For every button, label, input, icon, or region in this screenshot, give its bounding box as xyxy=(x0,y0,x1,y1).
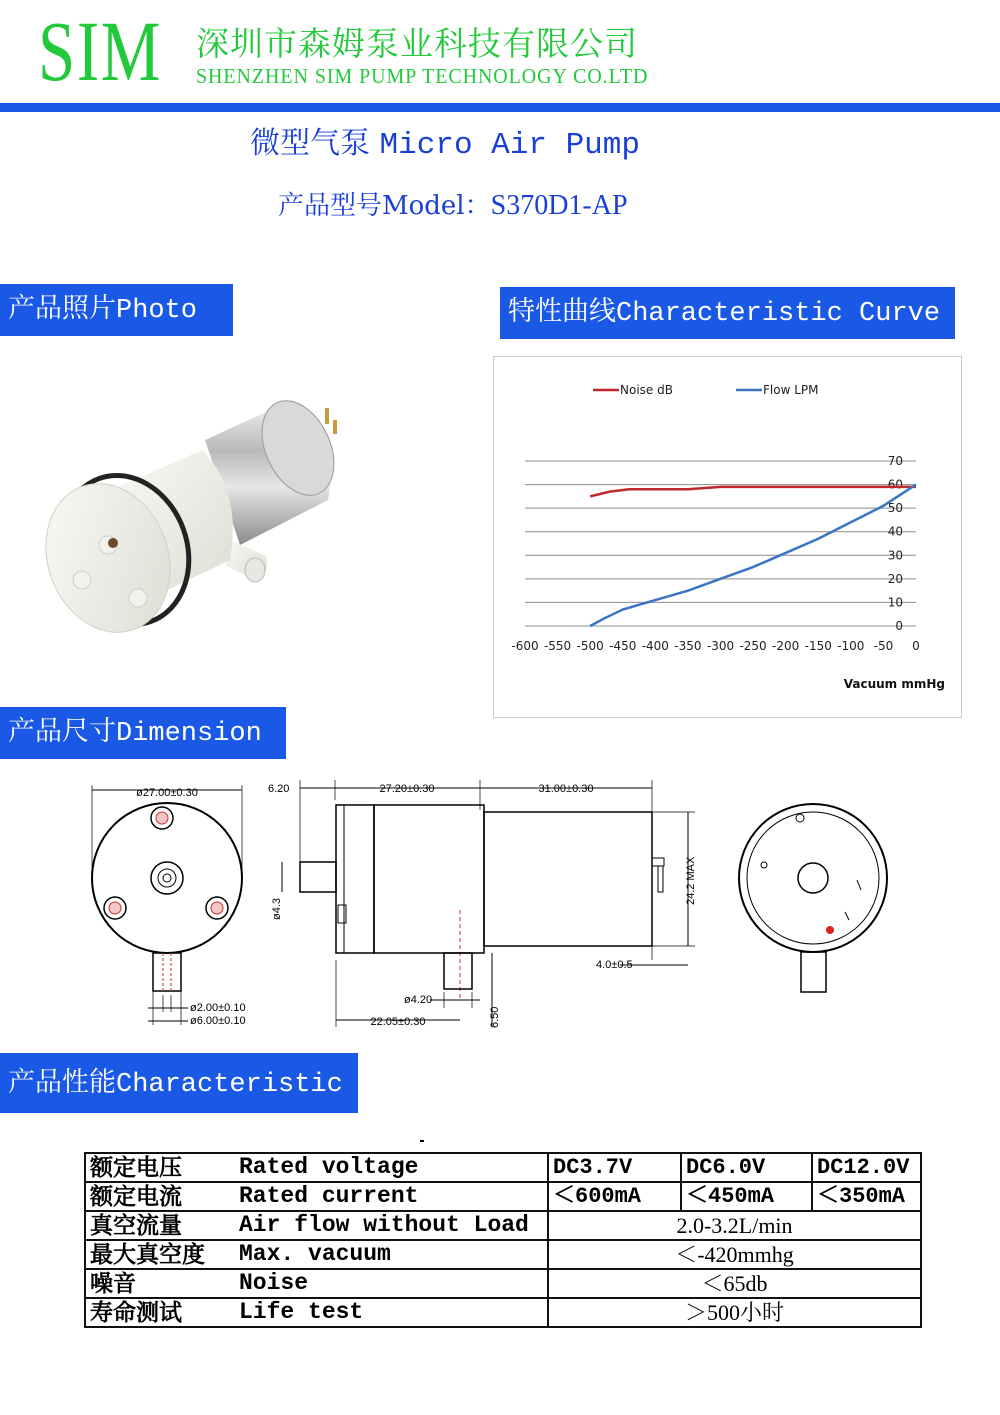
y-tick-label: 70 xyxy=(887,454,903,468)
dimension-drawing xyxy=(60,770,960,1040)
spec-value: ＜-420mmhg xyxy=(548,1240,921,1269)
spec-label-cn: 寿命测试 xyxy=(85,1298,235,1327)
spec-table xyxy=(84,1152,922,1328)
spec-value: 2.0-3.2L/min xyxy=(548,1211,921,1240)
spec-label-cn: 最大真空度 xyxy=(85,1240,235,1269)
rear-view xyxy=(739,804,887,992)
y-tick-label: 20 xyxy=(887,571,903,586)
dim-nozzle-inner: ø2.00±0.10 xyxy=(190,1002,246,1014)
x-tick-label: -100 xyxy=(837,639,865,653)
dim-shaft-length: 6.20 xyxy=(268,783,290,795)
spec-value: ＜600mA xyxy=(548,1182,681,1211)
model-label: 产品型号Model： xyxy=(278,191,491,221)
spec-value: ＜450mA xyxy=(681,1182,812,1211)
spec-label-en: Noise xyxy=(235,1269,548,1298)
section-curve-en: Characteristic Curve xyxy=(616,299,941,329)
spec-label-cn: 噪音 xyxy=(85,1269,235,1298)
spec-label-en: Rated current xyxy=(235,1182,548,1211)
dim-motor-length: 31.00±0.30 xyxy=(538,783,594,795)
x-tick-label: -500 xyxy=(576,639,604,653)
x-tick-label: 0 xyxy=(912,639,920,653)
table-row xyxy=(85,1269,921,1298)
x-tick-label: -200 xyxy=(772,639,800,653)
y-tick-label: 50 xyxy=(887,501,903,516)
spec-label-en: Max. vacuum xyxy=(235,1240,548,1269)
x-tick-label: -450 xyxy=(609,639,637,653)
spec-value: DC6.0V xyxy=(681,1153,812,1182)
section-photo-header xyxy=(0,284,233,336)
section-characteristic-en: Characteristic xyxy=(116,1070,343,1100)
model-line xyxy=(278,188,628,224)
product-title-cn: 微型气泵 xyxy=(250,126,370,161)
x-tick-label: -550 xyxy=(543,639,572,653)
dim-outlet-position: 22.05±0.30 xyxy=(370,1016,426,1028)
chart-y-ticks xyxy=(888,454,903,633)
y-tick-label: 10 xyxy=(887,595,903,610)
table-row xyxy=(85,1211,921,1240)
x-tick-label: -50 xyxy=(873,639,894,653)
dim-max-height: 24.2 MAX xyxy=(685,856,697,905)
dim-front-diameter: ø27.00±0.30 xyxy=(136,787,198,799)
x-tick-label: -300 xyxy=(706,639,735,653)
section-curve-header xyxy=(500,287,955,339)
chart-legend xyxy=(593,383,818,397)
spec-value: ＜65db xyxy=(548,1269,921,1298)
spec-value: DC3.7V xyxy=(548,1153,681,1182)
y-tick-label: 0 xyxy=(895,619,903,633)
section-characteristic-header xyxy=(0,1053,358,1113)
dim-terminal: 4.0±0.5 xyxy=(596,959,633,971)
section-characteristic-cn: 产品性能 xyxy=(8,1067,116,1098)
section-dimension-header xyxy=(0,707,286,759)
section-dimension-cn: 产品尺寸 xyxy=(8,716,116,747)
y-tick-label: 30 xyxy=(887,548,903,563)
spec-label-en: Air flow without Load xyxy=(235,1211,548,1240)
dim-outlet-diameter: ø4.20 xyxy=(404,994,433,1006)
characteristic-chart xyxy=(493,356,962,718)
product-title-en: Micro Air Pump xyxy=(379,128,640,163)
table-row xyxy=(85,1182,921,1211)
company-name-en: SHENZHEN SIM PUMP TECHNOLOGY CO.LTD xyxy=(196,64,649,88)
y-tick-label: 40 xyxy=(887,524,903,539)
table-row xyxy=(85,1240,921,1269)
series-line-0 xyxy=(590,487,916,496)
x-tick-label: -150 xyxy=(804,639,832,653)
spec-label-en: Life test xyxy=(235,1298,548,1327)
table-row xyxy=(85,1298,921,1327)
product-title xyxy=(250,124,640,166)
legend-label: Flow LPM xyxy=(763,383,819,397)
dim-nozzle-outer: ø6.00±0.10 xyxy=(190,1015,246,1027)
legend-label: Noise dB xyxy=(620,383,673,397)
chart-x-axis-label: Vacuum mmHg xyxy=(843,677,945,691)
dim-shaft-diameter: ø4.3 xyxy=(271,897,283,920)
company-logo: SIM xyxy=(38,3,162,99)
section-photo-cn: 产品照片 xyxy=(8,293,116,324)
table-row xyxy=(85,1153,921,1182)
x-tick-label: -400 xyxy=(641,639,669,653)
section-dimension-en: Dimension xyxy=(116,719,262,749)
section-curve-cn: 特性曲线 xyxy=(508,296,616,327)
chart-x-ticks xyxy=(511,639,919,653)
side-view xyxy=(268,780,697,1028)
spec-value: ＜350mA xyxy=(812,1182,921,1211)
section-photo-en: Photo xyxy=(116,296,198,326)
spec-label-cn: 额定电流 xyxy=(85,1182,235,1211)
spec-label-cn: 真空流量 xyxy=(85,1211,235,1240)
company-name-cn: 深圳市森姆泵业科技有限公司 xyxy=(196,24,638,63)
dim-outlet-height: 6.50 xyxy=(489,1006,501,1028)
header-divider-bar xyxy=(0,103,1000,112)
model-value: S370D1-AP xyxy=(490,190,628,221)
table-mark xyxy=(420,1140,424,1142)
spec-value: ＞500小时 xyxy=(548,1298,921,1327)
spec-value: DC12.0V xyxy=(812,1153,921,1182)
front-view xyxy=(92,785,246,1027)
x-tick-label: -350 xyxy=(674,639,702,653)
dim-pump-length: 27.20±0.30 xyxy=(379,783,435,795)
x-tick-label: -250 xyxy=(739,639,767,653)
spec-label-en: Rated voltage xyxy=(235,1153,548,1182)
x-tick-label: -600 xyxy=(511,639,539,653)
spec-label-cn: 额定电压 xyxy=(85,1153,235,1182)
y-tick-label: 60 xyxy=(887,477,903,492)
product-photo xyxy=(30,380,350,650)
